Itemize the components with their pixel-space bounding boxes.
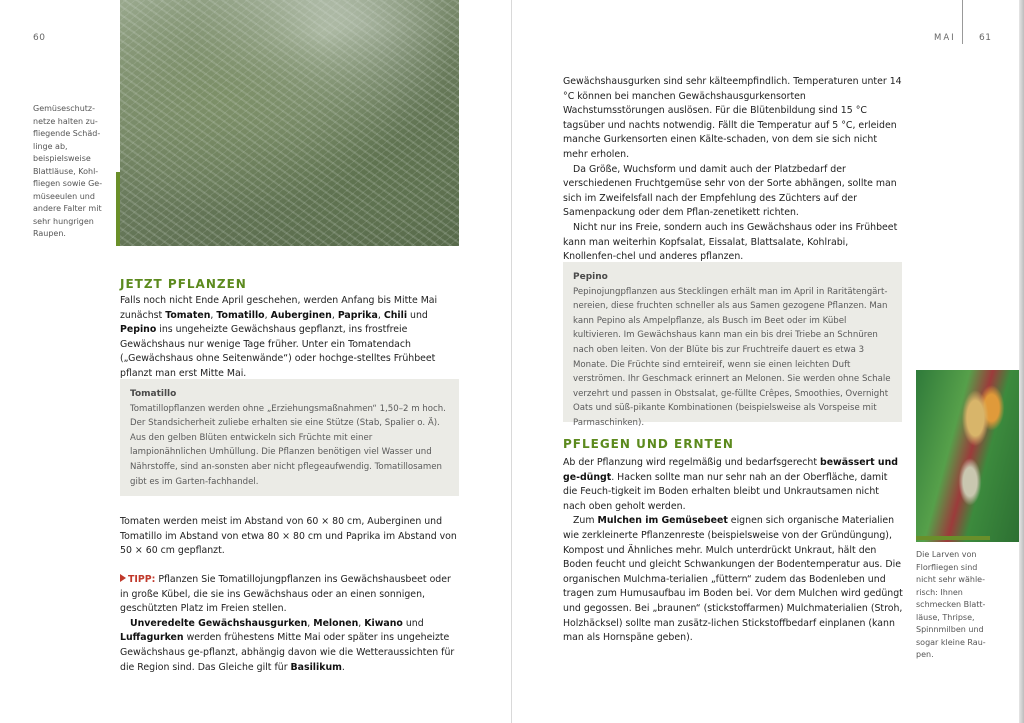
- pepino-infobox: [563, 262, 902, 428]
- header-rule: [962, 0, 963, 44]
- tip-paragraph: TIPP: Pflanzen Sie Tomatillojungpflanzen ins Gewächshausbeet oder in große Kübel, die sie ins Gewächshaus oder an einen sonnigen, geschützten Platz im Freien stellen. Unveredelte Gewächshausgurken, Melonen, Kiwano und Luffagurken werden frühestens Mitte Mai oder später ins ungeheizte Gewächshaus ge-pflanzt, abhängig davon wie die Wetteraussichten für die Region sind. Das Gleiche gilt für Basilikum.: [120, 574, 455, 673]
- section-heading: JETZT PFLANZEN: [120, 277, 247, 291]
- tomatillo-infobox: [120, 379, 459, 496]
- lacewing-larva-photo: [916, 370, 1024, 542]
- infobox-title: Pepino: [573, 272, 608, 282]
- page-number: 60: [33, 33, 46, 43]
- paragraph: Nicht nur ins Freie, sondern auch ins Gewächshaus oder ins Frühbeet kann man weiterhin Kopfsalat, Eissalat, Blattsalate, Kohlrabi, Knollenfen-chel und anderes pflanzen.: [563, 221, 898, 263]
- photo-accent-bar: [916, 536, 990, 540]
- left-page: [0, 0, 511, 723]
- intro-paragraph: Falls noch nicht Ende April geschehen, werden Anfang bis Mitte Mai zunächst Tomaten, Tomatillo, Auberginen, Paprika, Chili und Pepino ins ungeheizte Gewächshaus gepflanzt, ins frostfreie Gewächshaus nur wenige Tage früher. Unter ein Tomatendach („Gewächshaus ohne Seitenwände“) oder hochge-stelltes Frühbeet pflanzt man erst Mitte Mai.: [120, 295, 438, 379]
- infobox-text: Tomatillopflanzen werden ohne „Erziehungsmaßnahmen“ 1,50–2 m hoch. Der Standsicherheit zuliebe erhalten sie eine Stütze (Stab, Spalier o. Ä). Aus den gelben Blüten entwickeln sich Früchte mit einer lampionähnlichen Umhüllung. Die Pflanzen benötigen viel Wasser und Nährstoffe, sind an-sonsten aber nicht pflegeaufwendig. Tomatillosamen gibt es im Garten-fachhandel.: [130, 403, 446, 487]
- infobox-text: Pepinojungpflanzen aus Stecklingen erhält man im April in Raritätengärt-nereien, diese fruchten schneller als aus Samen gezogene Pflanzen. Man kann Pepino als Ampelpflanze, als Busch im Beet oder im Kübel kultivieren. Im Gewächshaus kann man ein bis drei Triebe an Schnüren nach oben leiten. Von der Blüte bis zur Fruchtreife dauert es etwa 3 Monate. Die Früchte sind ernteireif, wenn sie einen leichten Duft verströmen. Ihr Geschmack erinnert an Melonen. Sie werden ohne Schale verzehrt und passen in Obstsalat, ge-füllte Crêpes, Smoothies, Overnight Oats und süß-pikante Kombinationen (beispielsweise als Vorspeise mit Parmaschinken).: [573, 286, 891, 428]
- photo-accent-bar: [116, 172, 120, 246]
- page-number: 61: [979, 33, 992, 43]
- spacing-paragraph: Tomaten werden meist im Abstand von 60 × 80 cm, Auberginen und Tomatillo im Abstand von etwa 80 × 80 cm und Paprika im Abstand von 50 × 60 cm gepflanzt.: [120, 516, 457, 557]
- intro-paragraphs: [563, 75, 903, 265]
- page-edge: [1019, 0, 1024, 723]
- paragraph: Gewächshausgurken sind sehr kälteempfindlich. Temperaturen unter 14 °C können bei manchen Gewächshausgurkensorten Wachstumsstörungen auslösen. Für die Blütenbildung sind 15 °C tagsüber und nachts notwendig. Fällt die Temperatur auf 5 °C, erleiden manche Gurkensorten einen Kälte-schaden, von dem sie sich nicht mehr erholen.: [563, 76, 902, 160]
- garden-net-photo: [120, 0, 459, 246]
- infobox-title: Tomatillo: [130, 389, 177, 399]
- care-paragraphs: Ab der Pflanzung wird regelmäßig und bedarfsgerecht bewässert und ge-düngt. Hacken sollte man nur sehr nah an der Oberfläche, damit die Feuch-tigkeit im Boden erhalten bleibt und Unkrautsamen nicht nach oben geholt werden. Zum Mulchen im Gemüsebeet eignen sich organische Materialien wie zerkleinerte Pflanzenreste (beispielsweise von der Gründüngung), Kompost und Ähnliches mehr. Mulch unterdrückt Unkraut, hält den Boden feucht und gleicht Schwankungen der Bodentemperatur aus. Die organischen Mulchma-terialien „füttern“ zudem das Bodenleben und tragen zum Humusaufbau im Boden bei. Vor dem Mulchen wird gedüngt und gegossen. Bei „braunen“ (stickstoffarmen) Mulchmaterialien (Stroh, Holzhäcksel) sollte man zusätz-lichen Stickstoffbedarf einplanen (kann man als Hornspäne geben).: [563, 457, 903, 644]
- paragraph: Da Größe, Wuchsform und damit auch der Platzbedarf der verschiedenen Fruchtgemüse sehr von der Sorte abhängen, sollte man sich im Zweifelsfall nach der Empfehlung des Züchters auf der Samenpackung oder dem Pflan-zenetikett richten.: [563, 163, 897, 219]
- section-heading: PFLEGEN UND ERNTEN: [563, 437, 734, 451]
- photo-caption: Die Larven von Florfliegen sind nicht sehr wähle-risch: Ihnen schmecken Blatt-läuse, Thripse, Spinnmilben und sogar kleine Rau-pen.: [916, 550, 986, 659]
- running-head: MAI: [934, 33, 956, 43]
- photo-caption: Gemüseschutz-netze halten zu-fliegende Schäd-linge ab, beispielsweise Blattläuse, Kohl-fliegen sowie Ge-müseeulen und andere Falter mit sehr hungrigen Raupen.: [33, 104, 103, 238]
- tip-arrow-icon: [120, 574, 126, 582]
